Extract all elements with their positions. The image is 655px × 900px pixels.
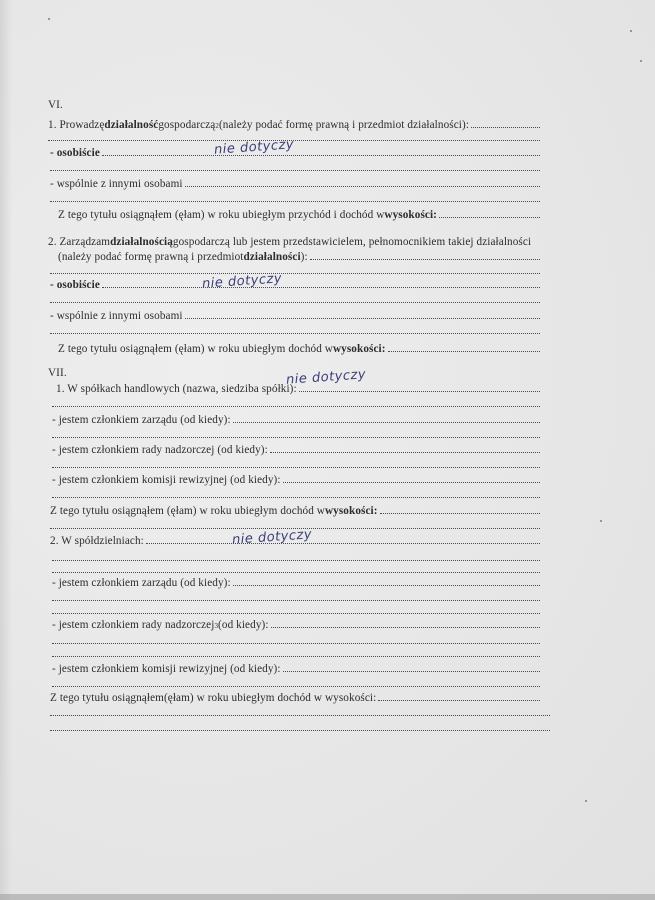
vii-q1-komisja: - jestem członkiem komisji rewizyjnej (od kiedy): [52, 472, 540, 487]
scan-speck [585, 800, 587, 802]
vii-q2-blank-line-9 [50, 720, 550, 731]
vii-q1-income: Z tego tytułu osiągnąłem (ęłam) w roku ubiegłym dochód w wysokości: [50, 503, 540, 518]
vii-q2-rada: - jestem członkiem rady nadzorczej 3 (od kiedy): [52, 617, 540, 632]
scan-speck [48, 18, 50, 20]
vii-q2-blank-line-4 [52, 603, 540, 614]
vi-q1-blank-line [48, 130, 540, 141]
vii-q1-blank-line-2 [52, 427, 540, 438]
vii-q2-handwritten-answer: nie dotyczy [231, 527, 313, 548]
vi-q2-blank-line [50, 263, 540, 274]
vii-q2-question: 2. W spółdzielniach: [50, 533, 540, 548]
vi-q1-wspolnie: - wspólnie z innymi osobami [50, 176, 540, 191]
vi-q1-osobiscie: - osobiście [50, 145, 540, 160]
vi-q2-blank-line-2 [50, 292, 540, 303]
vi-q1-handwritten-answer: nie dotyczy [213, 137, 295, 158]
vi-q1-blank-line-2 [50, 160, 540, 171]
vii-q1-blank-line [52, 396, 540, 407]
vii-q2-blank-line-6 [52, 646, 540, 657]
scan-speck [630, 30, 632, 32]
vii-q2-income: Z tego tytułu osiągnąłem(ęłam) w roku ubiegłym dochód w wysokości: [50, 690, 540, 705]
vii-q1-blank-line-4 [52, 487, 540, 498]
vii-q2-blank-line-7 [52, 676, 540, 687]
scan-speck [600, 520, 602, 522]
vi-q1-question: 1. Prowadzę działalność gospodarczą 2 (należy podać formę prawną i przedmiot działalności): [48, 117, 540, 132]
vii-q2-blank-line-5 [52, 633, 540, 644]
scan-bottom-edge [0, 894, 655, 900]
vii-q2-komisja: - jestem członkiem komisji rewizyjnej (od kiedy): [52, 661, 540, 676]
vi-q2-wspolnie: - wspólnie z innymi osobami [50, 308, 540, 323]
vii-q1-zarzad: - jestem członkiem zarządu (od kiedy): [52, 412, 540, 427]
vii-q2-blank-line-8 [50, 705, 550, 716]
vi-q1-blank-line-3 [50, 191, 540, 202]
vi-q2-blank-line-3 [50, 323, 540, 334]
vi-q2-question-line2: (należy podać formę prawną i przedmiot działalności ): [58, 249, 540, 264]
vii-q1-question: 1. W spółkach handlowych (nazwa, siedziba spółki): [56, 381, 540, 396]
vii-q2-blank-line-2 [52, 562, 540, 573]
vii-q1-blank-line-3 [52, 457, 540, 468]
scan-speck [640, 60, 642, 62]
vii-q2-blank-line [52, 550, 540, 561]
vii-q2-blank-line-3 [52, 590, 540, 601]
vii-q1-handwritten-answer: nie dotyczy [285, 367, 367, 388]
section-vii-heading: VII. [48, 367, 67, 379]
vi-q2-income: Z tego tytułu osiągnąłem (ęłam) w roku ubiegłym dochód w wysokości: [58, 341, 540, 356]
scan-edge-shadow [0, 0, 12, 900]
vi-q1-income: Z tego tytułu osiągnąłem (ęłam) w roku ubiegłym przychód i dochód w wysokości: [58, 207, 540, 222]
vii-q1-rada: - jestem członkiem rady nadzorczej (od kiedy): [52, 442, 540, 457]
vi-q2-osobiscie: - osobiście [50, 277, 540, 292]
section-vi-heading: VI. [48, 99, 63, 111]
vi-q2-question: 2. Zarządzam działalnością gospodarczą lub jestem przedstawicielem, pełnomocnikiem takiej działalności [48, 236, 532, 248]
vii-q2-zarzad: - jestem członkiem zarządu (od kiedy): [52, 575, 540, 590]
vi-q2-handwritten-answer: nie dotyczy [201, 271, 283, 292]
